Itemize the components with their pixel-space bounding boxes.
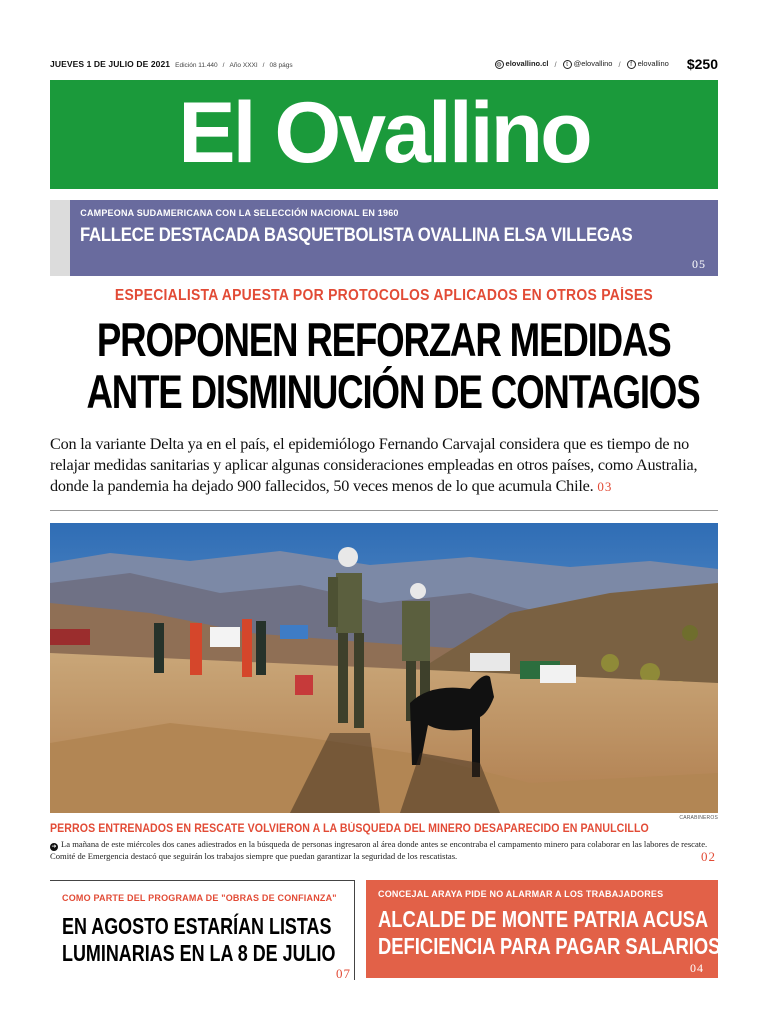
luminarias-kicker: COMO PARTE DEL PROGRAMA DE "OBRAS DE CONFIANZA" bbox=[62, 893, 337, 903]
facebook-icon: f bbox=[627, 60, 636, 69]
photo-story-page-ref: 02 bbox=[701, 849, 716, 864]
salarios-headline: ALCALDE DE MONTE PATRIA ACUSA DEFICIENCIA PARA PAGAR SALARIOS bbox=[378, 906, 721, 959]
top-info-bar bbox=[50, 56, 718, 72]
salarios-teaser[interactable] bbox=[366, 880, 721, 978]
year-number: Año XXXI bbox=[229, 62, 258, 69]
main-headline-line-2: ANTE DISMINUCIÓN DE CONTAGIOS bbox=[86, 365, 700, 418]
luminarias-teaser[interactable] bbox=[50, 880, 355, 980]
salarios-page-ref: 04 bbox=[690, 961, 704, 975]
obituary-teaser[interactable] bbox=[50, 200, 718, 276]
salarios-kicker: CONCEJAL ARAYA PIDE NO ALARMAR A LOS TRABAJADORES bbox=[378, 889, 664, 899]
main-story-page-ref: 03 bbox=[597, 479, 613, 494]
rescue-dog-photo[interactable] bbox=[50, 523, 718, 813]
photo-credit: CARABINEROS bbox=[679, 815, 718, 821]
twitter-link[interactable]: t @elovallino bbox=[563, 59, 613, 70]
newspaper-logo: El Ovallino bbox=[178, 84, 590, 181]
main-story-lede: Con la variante Delta ya en el país, el epidemiólogo Fernando Carvajal considera que es tiempo de no relajar medidas sanitarias y aplicar algunas consideraciones empleadas en otros países, como Australia, donde la pandemia ha dejado 900 fallecidos, 50 veces menos de lo que acumula Chile. 03 bbox=[50, 435, 698, 495]
twitter-icon: t bbox=[563, 60, 572, 69]
main-story-kicker: ESPECIALISTA APUESTA POR PROTOCOLOS APLICADOS EN OTROS PAÍSES bbox=[114, 287, 654, 304]
edition-number: Edición 11.440 bbox=[175, 62, 218, 69]
luminarias-headline: EN AGOSTO ESTARÍAN LISTAS LUMINARIAS EN LA 8 DE JULIO bbox=[62, 913, 336, 966]
edition-info: JUEVES 1 DE JULIO DE 2021 Edición 11.440 / Año XXXI / 08 págs bbox=[50, 59, 293, 69]
main-headline-line-1: PROPONEN REFORZAR MEDIDAS bbox=[97, 313, 671, 366]
luminarias-page-ref: 07 bbox=[336, 966, 351, 981]
photo-caption-headline[interactable]: PERROS ENTRENADOS EN RESCATE VOLVIERON A LA BÚSQUEDA DEL MINERO DESAPARECIDO EN PANULCILLO bbox=[50, 823, 649, 835]
main-headline[interactable] bbox=[0, 314, 768, 418]
website-link[interactable]: ◍ elovallino.cl bbox=[496, 58, 549, 68]
page-count: 08 págs bbox=[269, 62, 293, 69]
divider-rule bbox=[50, 510, 718, 511]
social-links: ◍ elovallino.cl / t @elovallino / f elovallino $250 bbox=[496, 56, 718, 72]
facebook-link[interactable]: f elovallino bbox=[627, 59, 669, 70]
cover-price: $250 bbox=[686, 56, 718, 72]
globe-icon: ◍ bbox=[496, 61, 502, 68]
obituary-page-ref: 05 bbox=[692, 257, 706, 271]
obituary-panel bbox=[70, 200, 718, 276]
photo-caption-body: ➜ La mañana de este miércoles dos canes adiestrados en la búsqueda de personas ingresaron al área donde antes se encontraba el campamento minero para colaborar en las labores de rescate. Comité de Emergencia destacó que seguirán los trabajos siempre que puedan garantizar la seguridad de los rescatistas. bbox=[50, 839, 708, 861]
obituary-kicker: CAMPEONA SUDAMERICANA CON LA SELECCIÓN NACIONAL EN 1960 bbox=[80, 208, 399, 218]
arrow-right-icon: ➜ bbox=[51, 843, 57, 850]
portrait-photo bbox=[50, 200, 70, 276]
masthead bbox=[50, 80, 718, 189]
issue-date: JUEVES 1 DE JULIO DE 2021 bbox=[50, 59, 171, 69]
obituary-headline: FALLECE DESTACADA BASQUETBOLISTA OVALLINA ELSA VILLEGAS bbox=[80, 225, 633, 246]
